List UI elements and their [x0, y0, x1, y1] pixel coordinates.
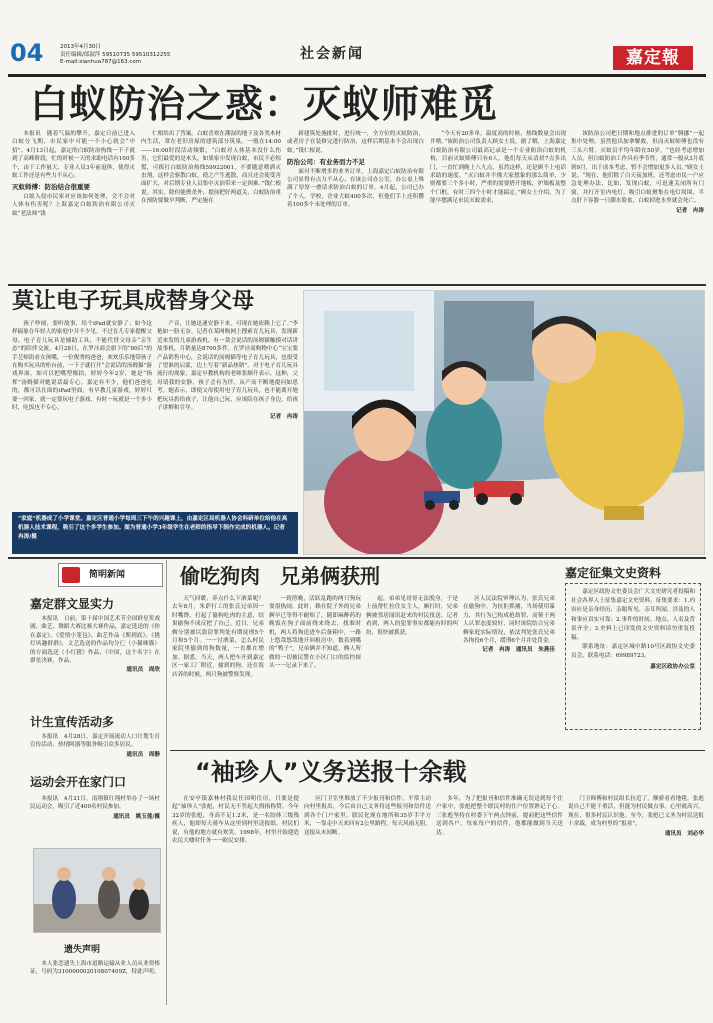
paragraph: 区人民法院审理认为，张氏兄弟在偷狗中，为抗拒抓捕，当场使用暴力，其行为已构成抢劫罪，而鉴于两人认罪态度较好，同时该院结合兄弟俩家庭实际情况，依法判处张氏兄弟各拘役6个月，缓刑6个月并处罚金。: [463, 596, 555, 645]
byline: 通讯员 周欣: [126, 667, 160, 674]
photo-illustration: [34, 849, 161, 933]
paragraph: 面对不断增多的业务订单，上海嘉定白蚁防治有限公司显得有点力不从心。在该公司办公室，办公桌上堆满了厚厚一叠请求防治白蚁的订单。4月起，公司已办了个人，学校，企业大蚁400多次，但他们手上还积攒着100多个未处理的订单。: [287, 168, 424, 209]
byline: 通讯员 周静: [126, 751, 160, 758]
issue-date: 2013年4月30日: [60, 44, 101, 50]
dog-col-2: [269, 595, 361, 745]
subheading: 灭蚁师傅：防治结合很重要: [12, 183, 90, 192]
paragraph: 多年，为了把报刊和信件准确无误送到每个住户家中，张彪把整个联民村的住户位置熟记于心。三张彪坚持在村委下午两点钟前，提前把这些信件送到各户。每家每户的信件，他都能做到当天送达。: [436, 796, 563, 836]
section-divider: [8, 557, 706, 559]
editor-line: 责任编辑/郎淑萍: [60, 51, 101, 58]
paragraph: 产音，让她迅速安静下来，可现在她依赖上它了。”李艳如一脸无奈。记者在某网购网上搜索育儿玩具，发现新近来发的儿童游戏机、有一款会说话的汤姆猫触摸对话讲故事机，月销量达8700多件。在罗泾商购物中心“宝宝要产品销售中心，会说话的汤姆猫等电子育儿玩具，也很受了望谁的启蒙，边上写着“新品热销”。对于电子育儿玩具流行的现象，嘉定早教机构的老师张顺升表示，这种，父母请我的安静，孩子会有为伴，从产而不断地提问如思考。她表示，即使父母使用电子育儿玩具，也不能离开地把玩具扔给孩子，让他自己玩，应该陪在孩子身边，给孩子讲解和引导。: [157, 321, 298, 412]
subheading: 防治公司：有业务而力不足: [287, 158, 365, 167]
paragraph: 在安亭镇嘉林村我民任国明住房，只要是提起“袖珍人”张彪，村民无不竖起大拇指称赞。今年32岁的张彪，身高不足1.2米，是一名胶体三级残疾人，他却每天骑车从这里到村里送报纸。村民们说，有他的地方就有欢笑。1998年，村里开始建造农民大楼时任务一一欧民安排。: [172, 796, 299, 845]
dog-col-1: [172, 595, 264, 745]
byline: 记者 冉涛 通讯员 朱燕佳: [482, 647, 555, 654]
main-story-col-1: [12, 130, 135, 280]
dog-col-4: [463, 595, 555, 745]
lost-notice-body: [30, 960, 160, 1000]
paragraph: 本报讯 4月21日，南翔镇红翔村举办了一场村民运动会，吸引了近400名村民参加。: [30, 796, 160, 811]
phone-numbers: 59510735 59510312255: [102, 51, 171, 58]
main-story-col-3: [287, 130, 424, 280]
paragraph: 本报讯 日前，第十届中国艺术节全国群星奖戏剧、曲艺、舞蹈大赛比赛大赛作品，嘉定选送的《你在嘉定》、《爱情小笼包》、曲艺作品《斯到底》、《挑灯风趣群群》，文艺选送的作品均分仨（小猫咪猫）的方面选送（小红猪》作品，《中国，这个名字》在群星决赛，作品。: [30, 616, 160, 665]
byline: 记者 冉涛: [270, 414, 298, 421]
brief-body: [30, 733, 160, 768]
paragraph: 区门卫室里堆放了不少报刊和信件，平常主动向村里报出，今后由自己义务将这些报刊和信件送到各个门户家里。联民化现在地所和35岁手平方米，一靠走中天来回有2公里路程，每天风雨无阻，送报从未间断。: [304, 796, 431, 836]
photo-illustration: [304, 291, 705, 555]
paragraph: “今天有20多单，温度高的时候，热线数量会出现井喷。”该防治公司负责人顾女士说，据了解，上海嘉定白蚁防治有限公司最高记录是一个专业防治白蚁的机构，目前灭蚁师傅只有6人，他们每天从清晨7点多出门，一直忙到晚上八九点，虽然这样，还是顾不上电话求助的速度。“灭白蚁并不像大家想象的那么简单，少则都要三个多小时，严重的需要搭开地板，护墙板及整个门框，有时三四个小时才能搞定。”顾女士介绍。为了能早摆满足市民灭蚁需求，: [430, 131, 566, 205]
page-number: 04: [10, 39, 44, 67]
brief-body: [30, 795, 160, 845]
byline: 通讯员 刘必华: [664, 830, 704, 837]
brief-title: 计生宣传活动多: [30, 715, 115, 729]
column-divider: [166, 560, 167, 1005]
paragraph: 嘉定区政协文史委员会广大文史研究者投稿和社会各界人士征集嘉定文史资料。征集要求：1.内容应是亲身经历、亲眼所见、亲耳所闻，涉及的人和事应真实可靠；2.事件的时间、地点、人名及背景齐全；3.史料上已印发的文史资料请勿重复投稿。: [571, 589, 695, 642]
section-title: 社会新闻: [300, 46, 364, 62]
paragraph: 联系地址：嘉定区城中路10号区政协文史委员会，联系电话：69989723。: [571, 644, 695, 660]
paragraph: 天气回暖，养点什么下酒菜呢？去年8月，朱萨打工的张氏兄弟因一时嘴馋，打起了偷狗吃肉的主意，结果偷狗不成反把了自己。近日，兄弟俩分别被以盗窃罪判处有期徒刑5个月和5个月。一一讨酒菜，怎么村民家院里偷到的狗数量，一直都在增加。据悉，当天，两人把车开到嘉定区一家工厂附近，偷到的狗，还在饭店养的时候，两只狗被警察发现。: [172, 596, 264, 678]
brief-body: [30, 615, 160, 705]
paragraph: 新建筑处施批时，进行统一，全方位的灭蚁防治，或者房子在装修完进行防治，这样后期基本不会出现白蚁。”钱仁根说。: [287, 131, 424, 154]
paragraph: 门卫师傅和村民组长拉近了，额骄看看地毯。张彪说自己不能干重活，但能为村民做点事，心里就高兴。现在，很多村民认识他。至今，张彪已义务为村民送报十余载，成为村里的“报童”。: [568, 796, 704, 828]
rss-icon: [62, 567, 80, 583]
sports-meet-photo: [33, 848, 161, 933]
paragraph: 本报讯 4月28日，嘉定开展流动人口计划生育宣传活动，热情阿器等服务吸引众多居民。: [30, 734, 160, 749]
paragraph: 起，弟弟见哥哥无法脱身，于是上前帮忙拉住女主人，厮打时，兄弟俩被邻居闻讯赶来的村民扭送。记者看到，两人的犯罪事实都能有时的纠纷，很快被抓获。: [366, 596, 458, 636]
pocket-col-2: [304, 795, 431, 1005]
main-story-col-2: [141, 130, 281, 280]
main-headline: 白蚁防治之惑：灭蚁师难觅: [30, 82, 499, 126]
paragraph: 一到傍晚，活跃乱跑的两只狗玩耍很热闹。此时，赖在院子外的兄弟俩早已等得不耐烦了，随即麻醉药的晚饭在狗子面前绕来绕去，找准时机，两人将狗送进车后备箱中，一路上悠哉悠哉地开回租房中。数着到嘴的“鸭子”，兄弟俩并不知道，俩人所做的一切被民警在小区门口的监控探头一一记录下来了。: [269, 596, 361, 670]
paragraph: 该防治公司把日期和地点排进的订单“腾挪”一起集中处理。虽然他出加拿解救，但而灭蚁师傅也没有三头六臂。灭蚁员平均年龄在50岁，“也经考虑增加人员，但白蚁防治工作具有季节性，通常一般从3月底到9月，出于成本考虑，暂不会增加更多人员。”顾女士说。“现在，他们除了白天夜加班，还考虑市民一户应急处理办法，比如，发现白蚁，可迅速关闭所有门窗，并打开室内电灯，吸引白蚁聚集在电灯周围，半点肝下容器一只潮水脸盆，白蚁掉进水里就会死亡。: [571, 131, 704, 205]
main-story-col-4: [430, 130, 566, 280]
header-meta: [60, 44, 170, 67]
byline: 记者 冉涛: [676, 207, 704, 214]
brief-news-label: 简明新闻: [89, 570, 126, 580]
paragraph: 仁根给出了答案。白蚁喜欢在潮湿的地下及各类木材内生活，常在老旧房屋的建筑部分筑巢。一般在14:00——16:00时段活动频繁，“白蚁对人体基本没什么伤害，它们最爱的是木头，如果家中发现白蚁，市民不必惊慌，可拨打白蚁防治热线59922061，不要随意喷洒灭虫剂，这样会驱散白蚁，使之产生逃散，而且还会使受害面扩大，对后期专业人员集中灭治带来一定困难。”钱仁根说。其实，除但能熏杀外，提前把好两道关，白蚁防治重在预防要做早判断，严定施在: [141, 131, 281, 205]
brief-news-tag: [58, 563, 163, 587]
pocket-col-4: [568, 795, 704, 1005]
paragraph: 白蚁入侵市民家对应该如何处理，会不会对人体有伤害呢？上海嘉定白蚁防治有限公司灭蚁“老法师”钱: [12, 193, 135, 217]
section-divider: [170, 750, 705, 751]
pocket-col-3: [436, 795, 563, 1005]
newspaper-logo: 嘉定報: [613, 46, 693, 70]
byline: 通讯员 姚玉莲/摄: [113, 813, 160, 820]
wenshi-notice-box: [565, 583, 701, 730]
toys-headline: 莫让电子玩具成替身父母: [12, 289, 255, 314]
wenshi-title: 嘉定征集文史资料: [565, 566, 662, 580]
toys-col-1: [12, 320, 152, 508]
dog-col-3: [366, 595, 458, 745]
photo-caption: “家庭”机器成了小学课堂。嘉定区普通小学每周三下午的兴趣课上，由嘉定区局机器人协会科研单位给他在高机器人技术课程，吸引了这个多学生参加。图为普通小学3年级学生在老师的指导下制作完成的机器人。记者 冉涛/摄: [12, 512, 298, 554]
toys-col-2: [157, 320, 298, 508]
robot-class-photo: [303, 290, 705, 555]
dog-headline: 偷吃狗肉 兄弟俩获刑: [180, 564, 380, 588]
paragraph: 本人张恋遗失上海市道路运输从业人员从业资格证，号码为310000002010807409Z，特此声明。: [30, 961, 160, 976]
main-story-col-5: [571, 130, 704, 280]
paragraph: 本报讯 随着气温的攀升，嘉定日前已进入白蚁分飞期，市民家中可能一不小心就会“中招”。4月13日起，嘉定的白蚁防治热线一下子就到了高峰阶段，忙的时候一天的求助电话有100多个，由于工作量大，专业人员3年前退休，使得灭蚁工作还是有些力不从心。: [12, 131, 135, 180]
pocket-man-headline: “袖珍人”义务送报十余载: [195, 758, 467, 786]
header-rule: [8, 74, 706, 77]
email-line: E-mail:xianhua787@163.com: [60, 59, 142, 65]
pocket-col-1: [172, 795, 299, 1005]
paragraph: 孩子吵闹，要听故事，给个iPad就安静了；如今这样搞象在年轻人的家庭中并不少见。不过育儿专家提醒父母，电子育儿玩具是辅助工具，不能代替父母亲“亲生态”的陪伴交流。4月28日，在罗泾商会旗下的“80后”的手艺师街看女孩嘴，一位俊秀的爸爸，欢欢乐乐地带孩子在购买玩具的柜台前，一下子就打开“会说话的汤姆猫”游戏界面，如可以把嘴型像拍，婷婷今年2岁，她是“指挥”汤姆猫对她说话最专心。嘉定有不少，他们爸爸吃的，都可以在面的iPad里面，有早教儿童游戏，婷婷只要一回家，就一定要玩电子游戏，有时一玩就是一个多小时，吃饭也不专心。: [12, 321, 152, 412]
brief-title: 运动会开在家门口: [30, 775, 127, 789]
section-divider: [8, 284, 706, 286]
byline: 嘉定区政协办公室: [650, 663, 695, 670]
lost-notice-title: 遗失声明: [64, 945, 101, 955]
brief-title: 嘉定群文显实力: [30, 597, 115, 611]
